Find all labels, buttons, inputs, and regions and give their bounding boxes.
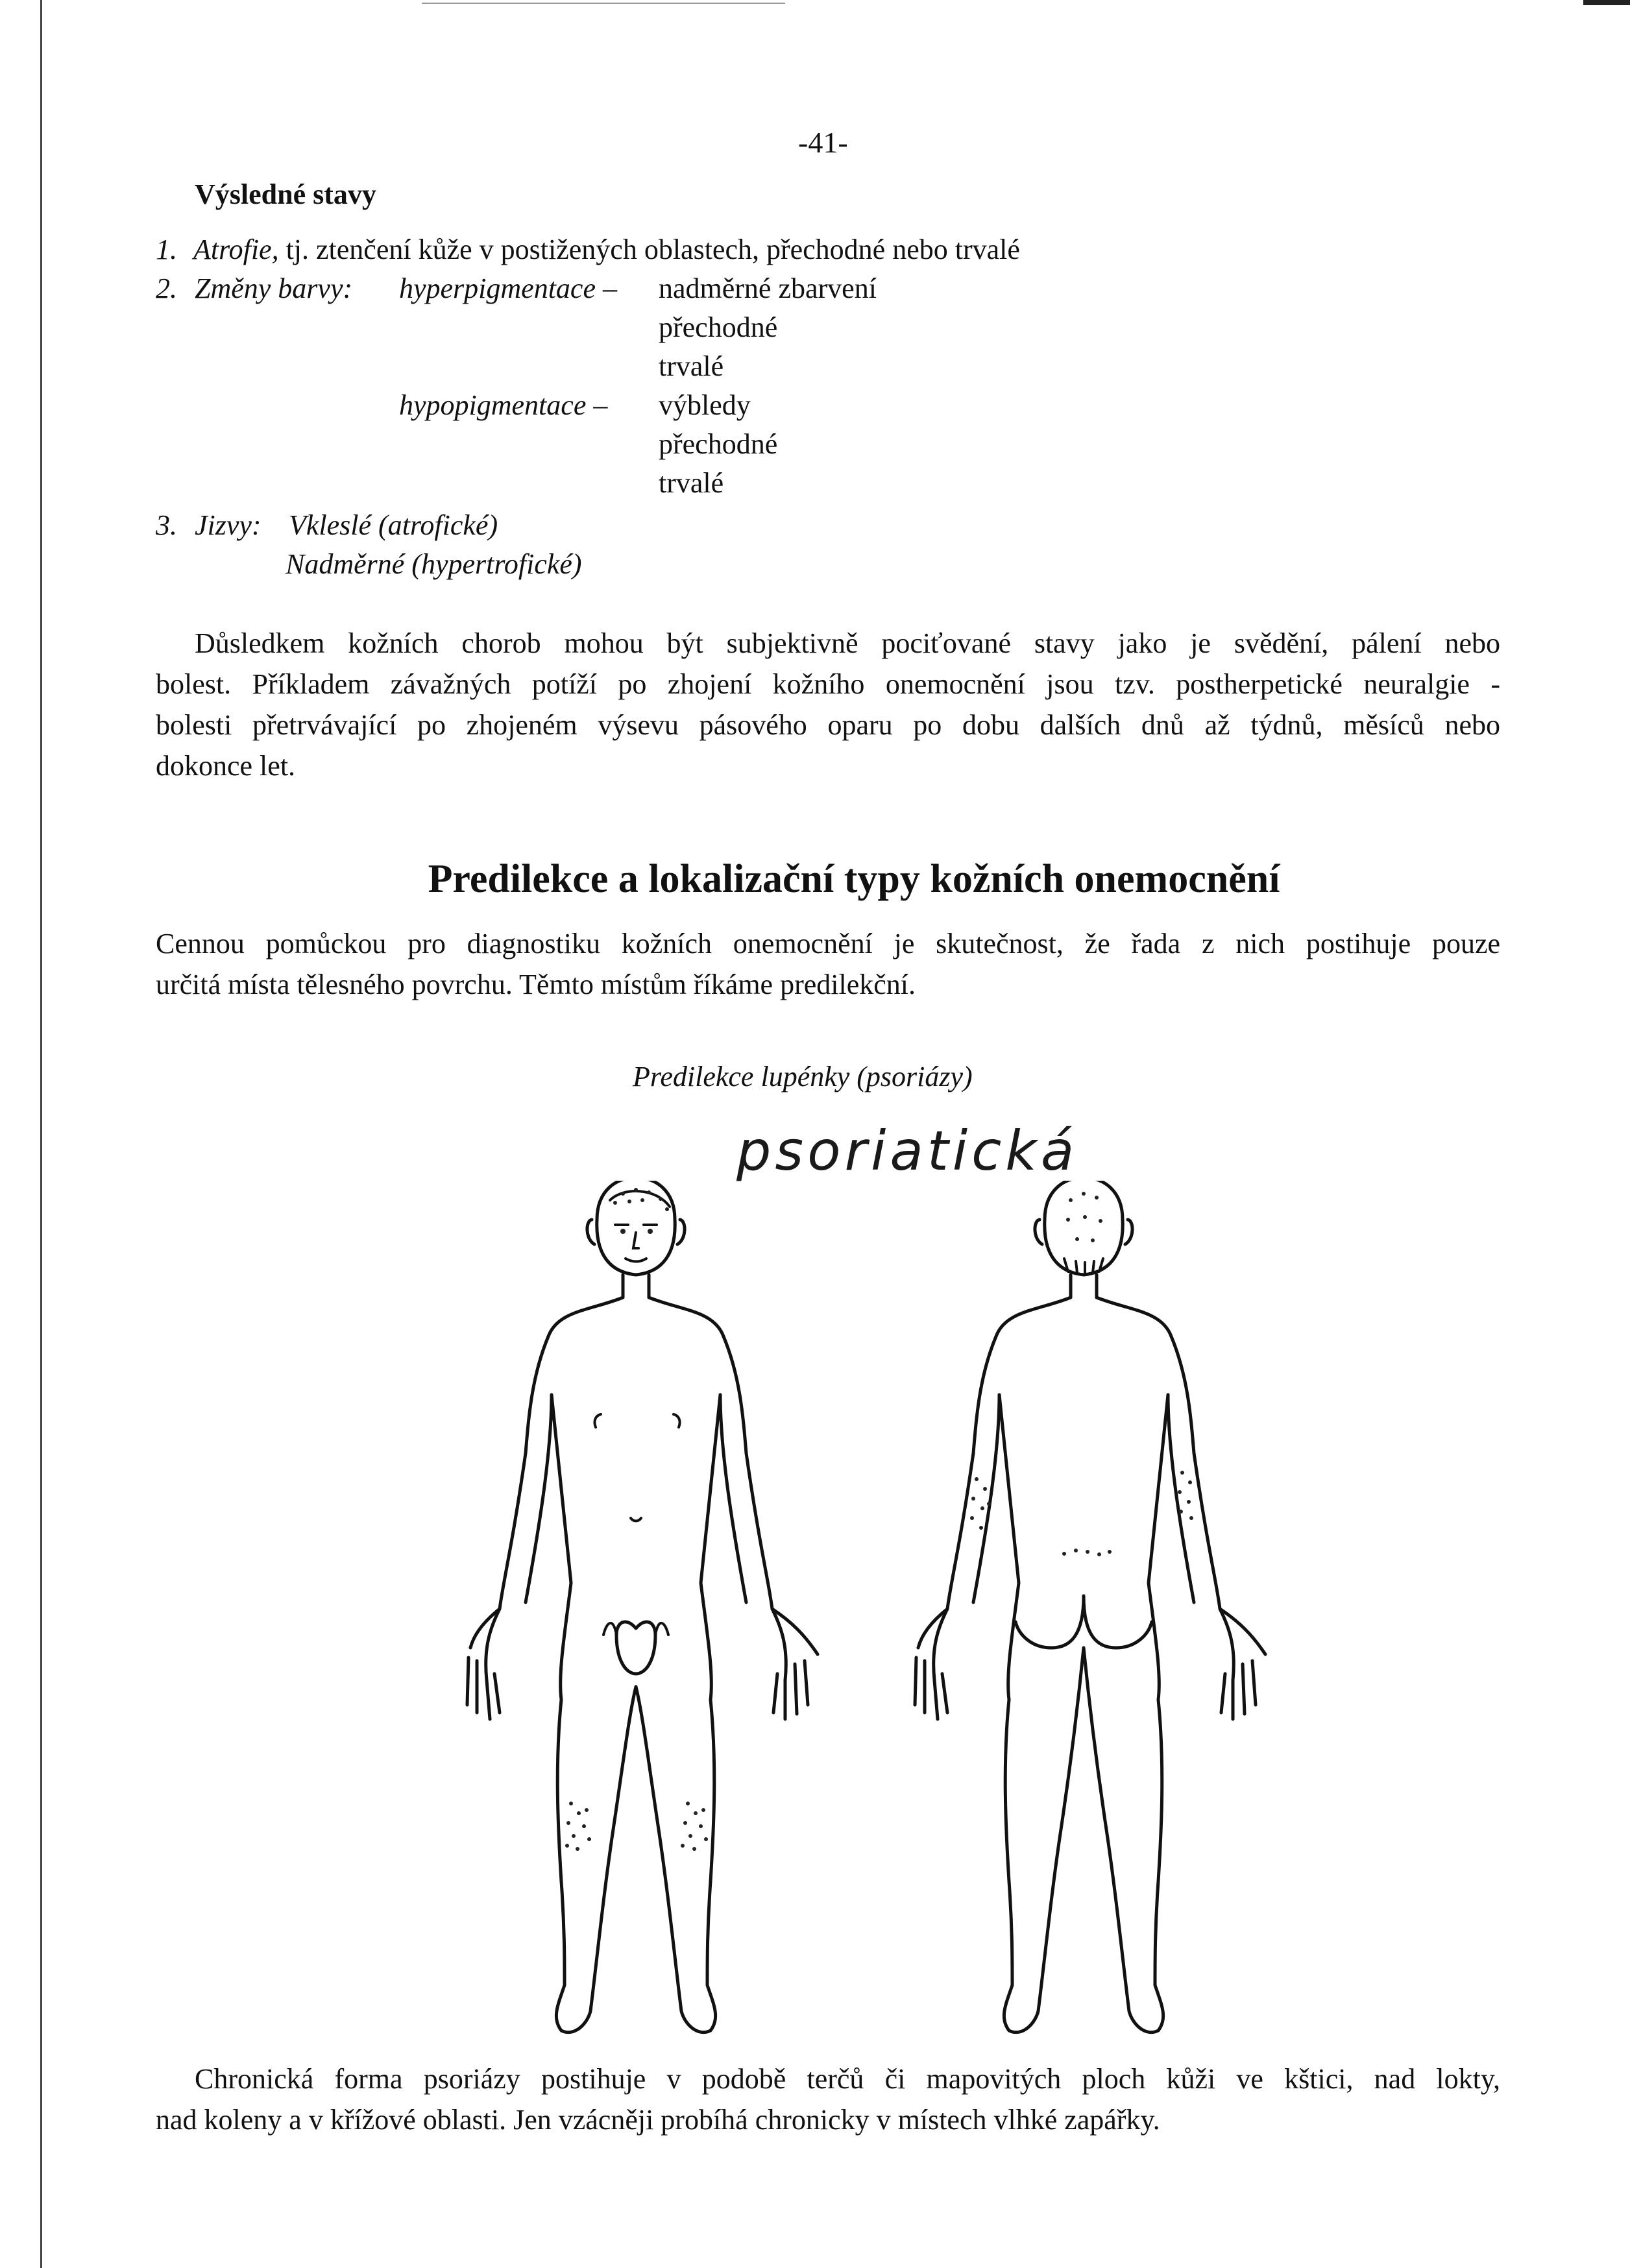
list-item	[156, 230, 1020, 269]
list-term: Změny barvy:	[195, 272, 353, 304]
back-figure	[915, 1181, 1265, 2033]
paragraph-line: dokonce let.	[156, 750, 296, 782]
pigment-option: trvalé	[659, 467, 724, 499]
paragraph-line: Chronická forma psoriázy postihuje v podobě terčů či mapovitých ploch kůži ve kštici, nad lokty,	[195, 2063, 1500, 2095]
scan-edge-line	[40, 0, 42, 2268]
spots-back-sacral	[1062, 1549, 1112, 1556]
list-number: 2.	[156, 272, 177, 304]
paragraph-line: nad koleny a v křížové oblasti. Jen vzácněji probíhá chronicky v místech vlhké zapářky.	[156, 2104, 1160, 2136]
list-number: 1.	[156, 234, 177, 265]
scar-type: Vkleslé (atrofické)	[289, 509, 498, 541]
pigment-option: trvalé	[659, 350, 724, 382]
spots-front-knee-left	[565, 1802, 591, 1851]
hypo-label: hypopigmentace –	[399, 389, 608, 421]
handwritten-note: psoriatická	[736, 1119, 1078, 1183]
scar-type: Nadměrné (hypertrofické)	[286, 548, 582, 580]
section-title: Predilekce a lokalizační typy kožních onemocnění	[428, 857, 1280, 901]
figure-caption: Predilekce lupénky (psoriázy)	[633, 1061, 973, 1092]
paragraph-line: Cennou pomůckou pro diagnostiku kožních onemocnění je skutečnost, že řada z nich postihuje pouze	[156, 928, 1500, 959]
pigment-desc: výbledy	[659, 389, 751, 421]
psoriasis-body-diagram	[363, 1181, 1317, 2044]
hyper-label: hyperpigmentace –	[399, 272, 617, 304]
scan-top-smudge	[1583, 0, 1630, 5]
front-figure	[467, 1181, 818, 2033]
list-term: Jizvy:	[195, 509, 262, 541]
spots-front-knee-right	[681, 1802, 708, 1851]
paragraph-line: bolesti přetrvávající po zhojeném výsevu pásového oparu po dobu dalších dnů až týdnů, měsíců nebo	[156, 709, 1500, 741]
paragraph-line: bolest. Příkladem závažných potíží po zhojení kožního onemocnění jsou tzv. postherpetické neuralgie -	[156, 668, 1500, 700]
pigment-option: přechodné	[659, 428, 778, 460]
spots-back-elbow-right	[1178, 1471, 1193, 1520]
paragraph-line: Důsledkem kožních chorob mohou být subjektivně pociťované stavy jako je svědění, pálení nebo	[195, 627, 1500, 659]
list-number: 3.	[156, 509, 177, 541]
list-term: Atrofie,	[193, 234, 279, 265]
scan-top-line	[422, 3, 785, 4]
spots-back-scalp	[1066, 1192, 1102, 1242]
pigment-desc: nadměrné zbarvení	[659, 272, 877, 304]
page-number: -41-	[798, 126, 848, 159]
list-text: tj. ztenčení kůže v postižených oblastech, přechodné nebo trvalé	[286, 234, 1020, 265]
section-heading: Výsledné stavy	[195, 178, 376, 210]
pigment-label	[399, 269, 617, 308]
pigment-option: přechodné	[659, 311, 778, 343]
paragraph-line: určitá místa tělesného povrchu. Těmto místům říkáme predilekční.	[156, 969, 916, 1000]
